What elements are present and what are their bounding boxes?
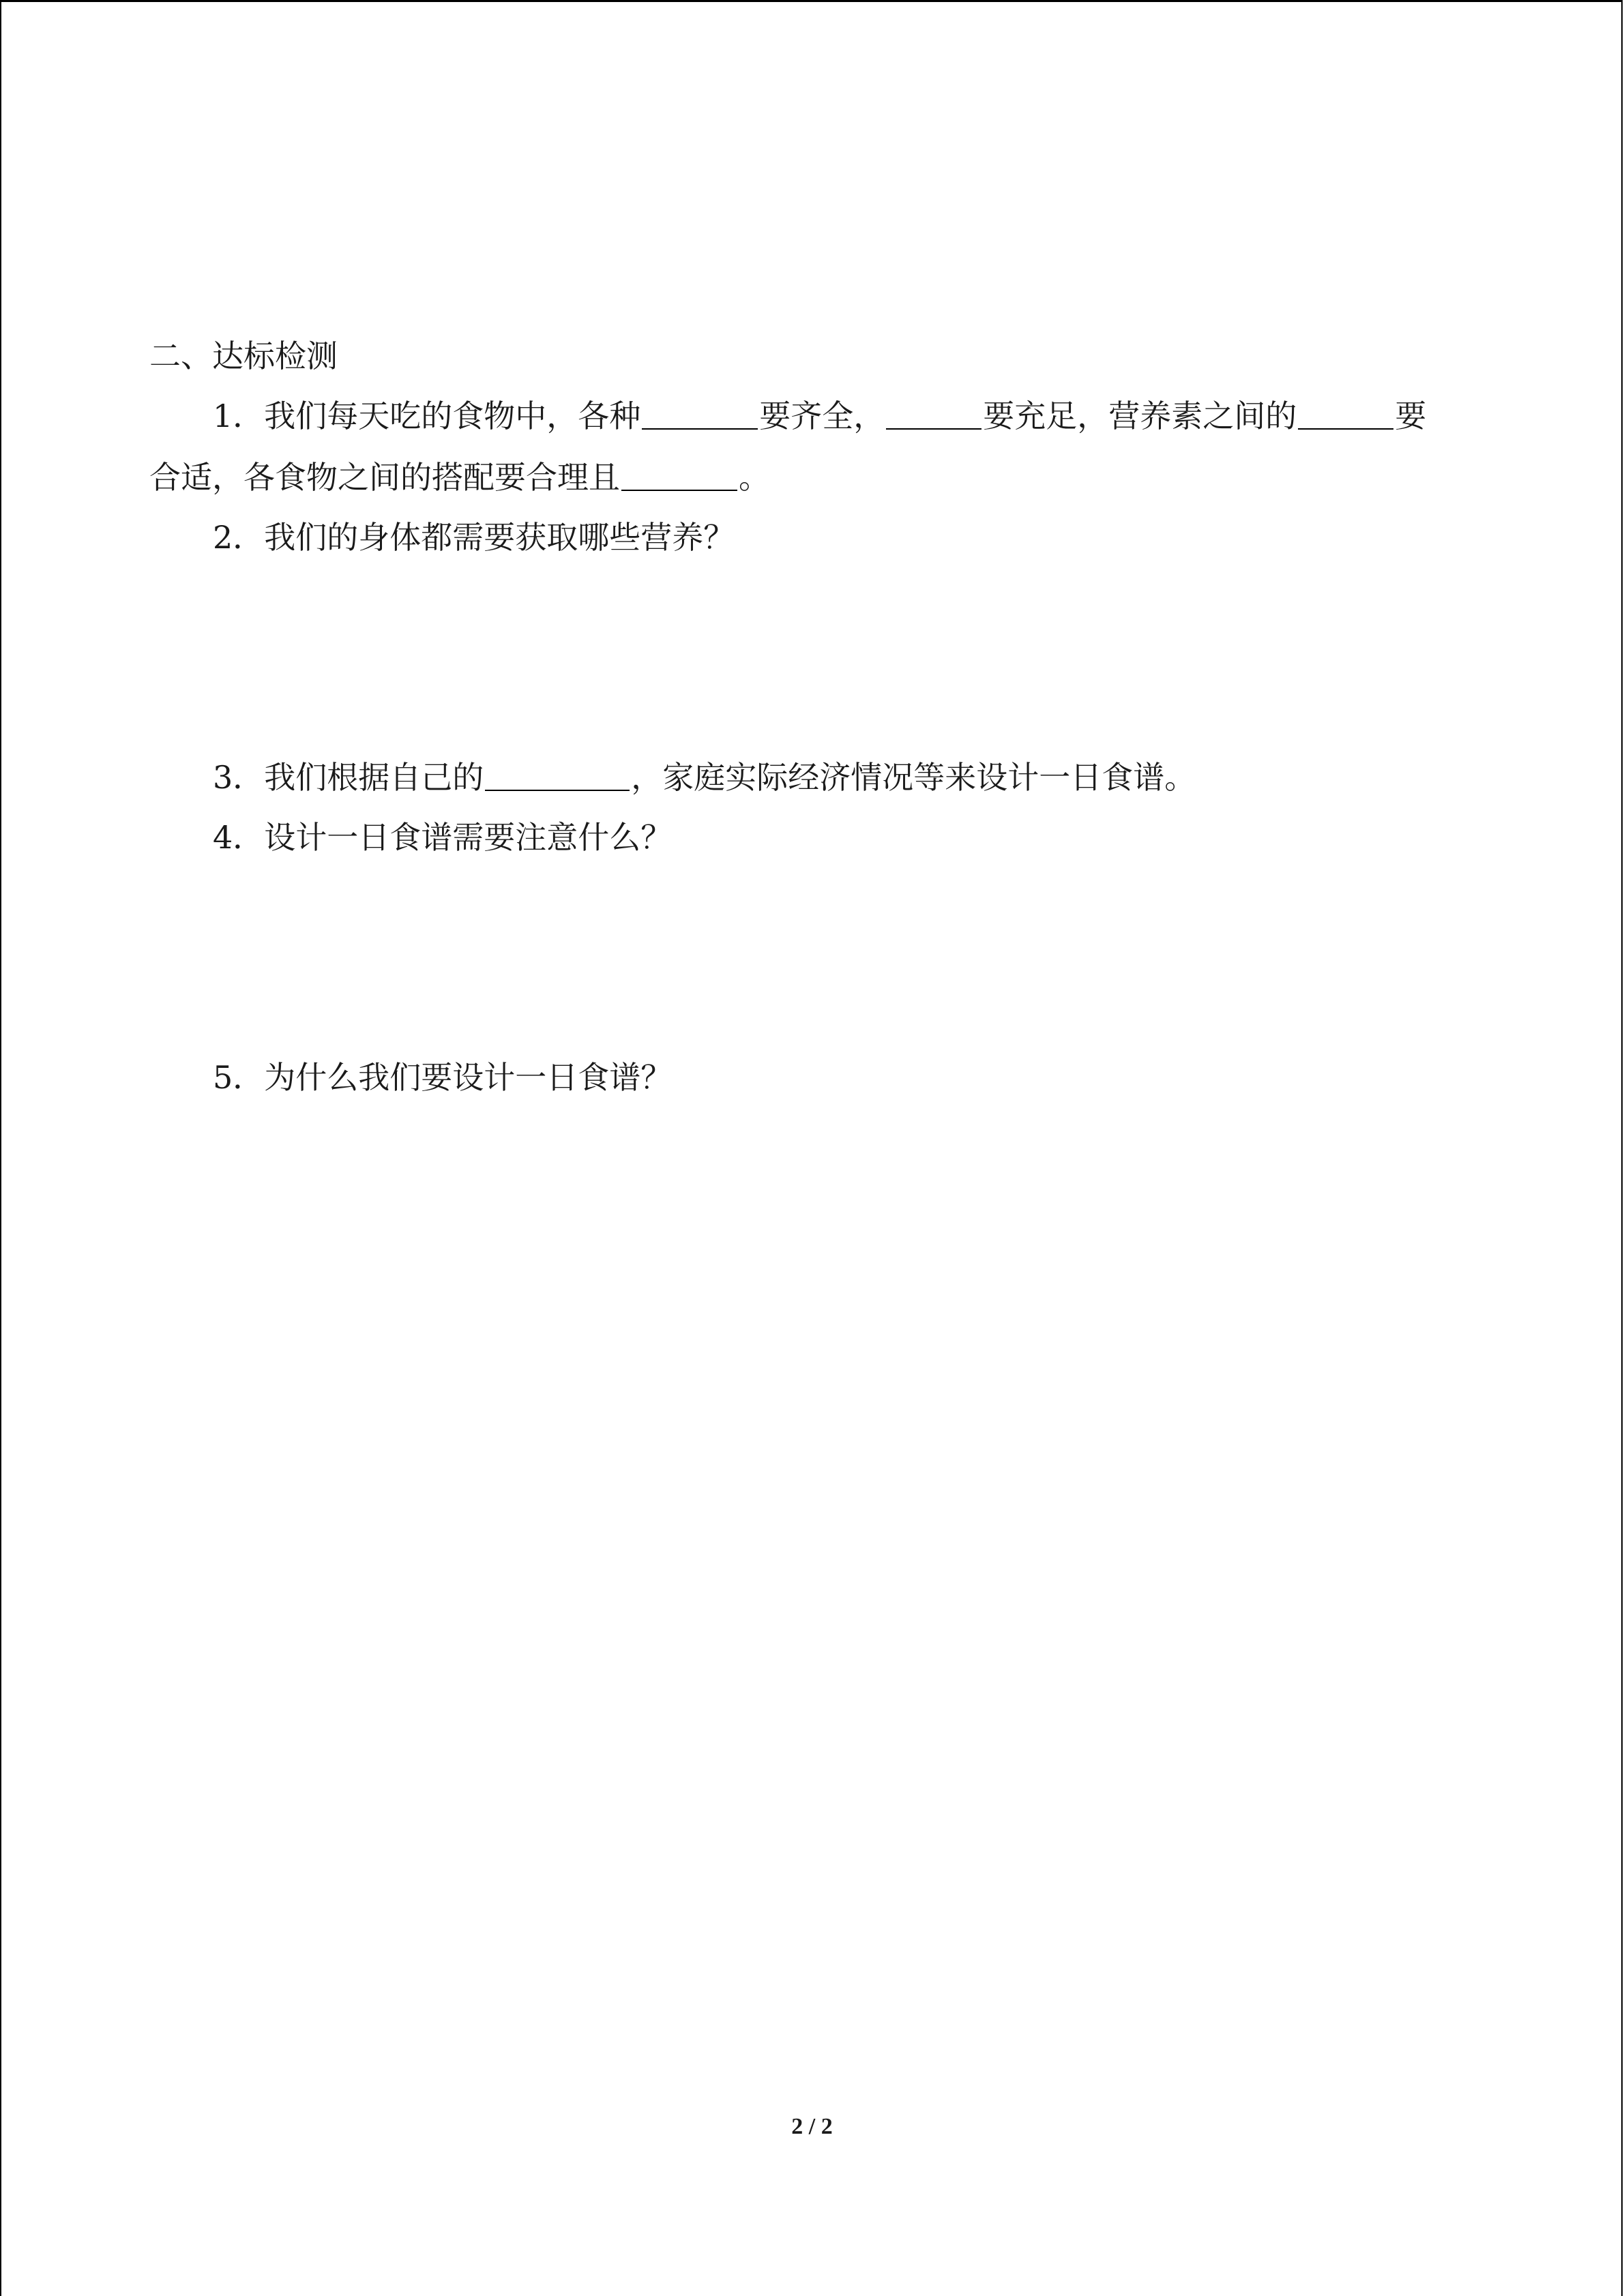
- question-1-text: 要: [1395, 398, 1427, 434]
- question-1-text: 。: [739, 459, 770, 496]
- question-5: [213, 1057, 672, 1098]
- question-1-text: 要齐全，: [759, 398, 885, 434]
- question-1-text: 合适，各食物之间的搭配要合理且: [149, 459, 620, 496]
- answer-blank[interactable]: [485, 762, 630, 791]
- question-1-continued: [149, 457, 770, 498]
- answer-blank[interactable]: [1298, 401, 1393, 430]
- question-5-text: 为什么我们要设计一日食谱？: [264, 1059, 673, 1096]
- question-2-number: 2．: [213, 519, 265, 556]
- question-1-text: 要充足，营养素之间的: [983, 398, 1297, 434]
- question-5-number: 5．: [213, 1059, 265, 1096]
- question-4-text: 设计一日食谱需要注意什么？: [264, 819, 673, 856]
- question-4-number: 4．: [213, 819, 265, 856]
- answer-blank[interactable]: [642, 401, 758, 430]
- question-2-text: 我们的身体都需要获取哪些营养？: [264, 519, 735, 556]
- question-1-number: 1．: [213, 398, 265, 434]
- question-3-number: 3．: [213, 759, 265, 796]
- page-number: 2 / 2: [791, 2114, 833, 2139]
- section-heading: [149, 336, 338, 376]
- answer-blank[interactable]: [621, 462, 737, 491]
- question-3-text: 我们根据自己的: [264, 759, 484, 796]
- question-3: [213, 757, 1196, 798]
- question-1: [213, 396, 1426, 436]
- answer-blank[interactable]: [886, 401, 981, 430]
- question-2: [213, 517, 735, 558]
- question-3-text: ，家庭实际经济情况等来设计一日食谱。: [631, 759, 1196, 796]
- section-heading-text: 二、达标检测: [149, 338, 338, 374]
- question-1-text: 我们每天吃的食物中，各种: [264, 398, 641, 434]
- question-4: [213, 817, 672, 858]
